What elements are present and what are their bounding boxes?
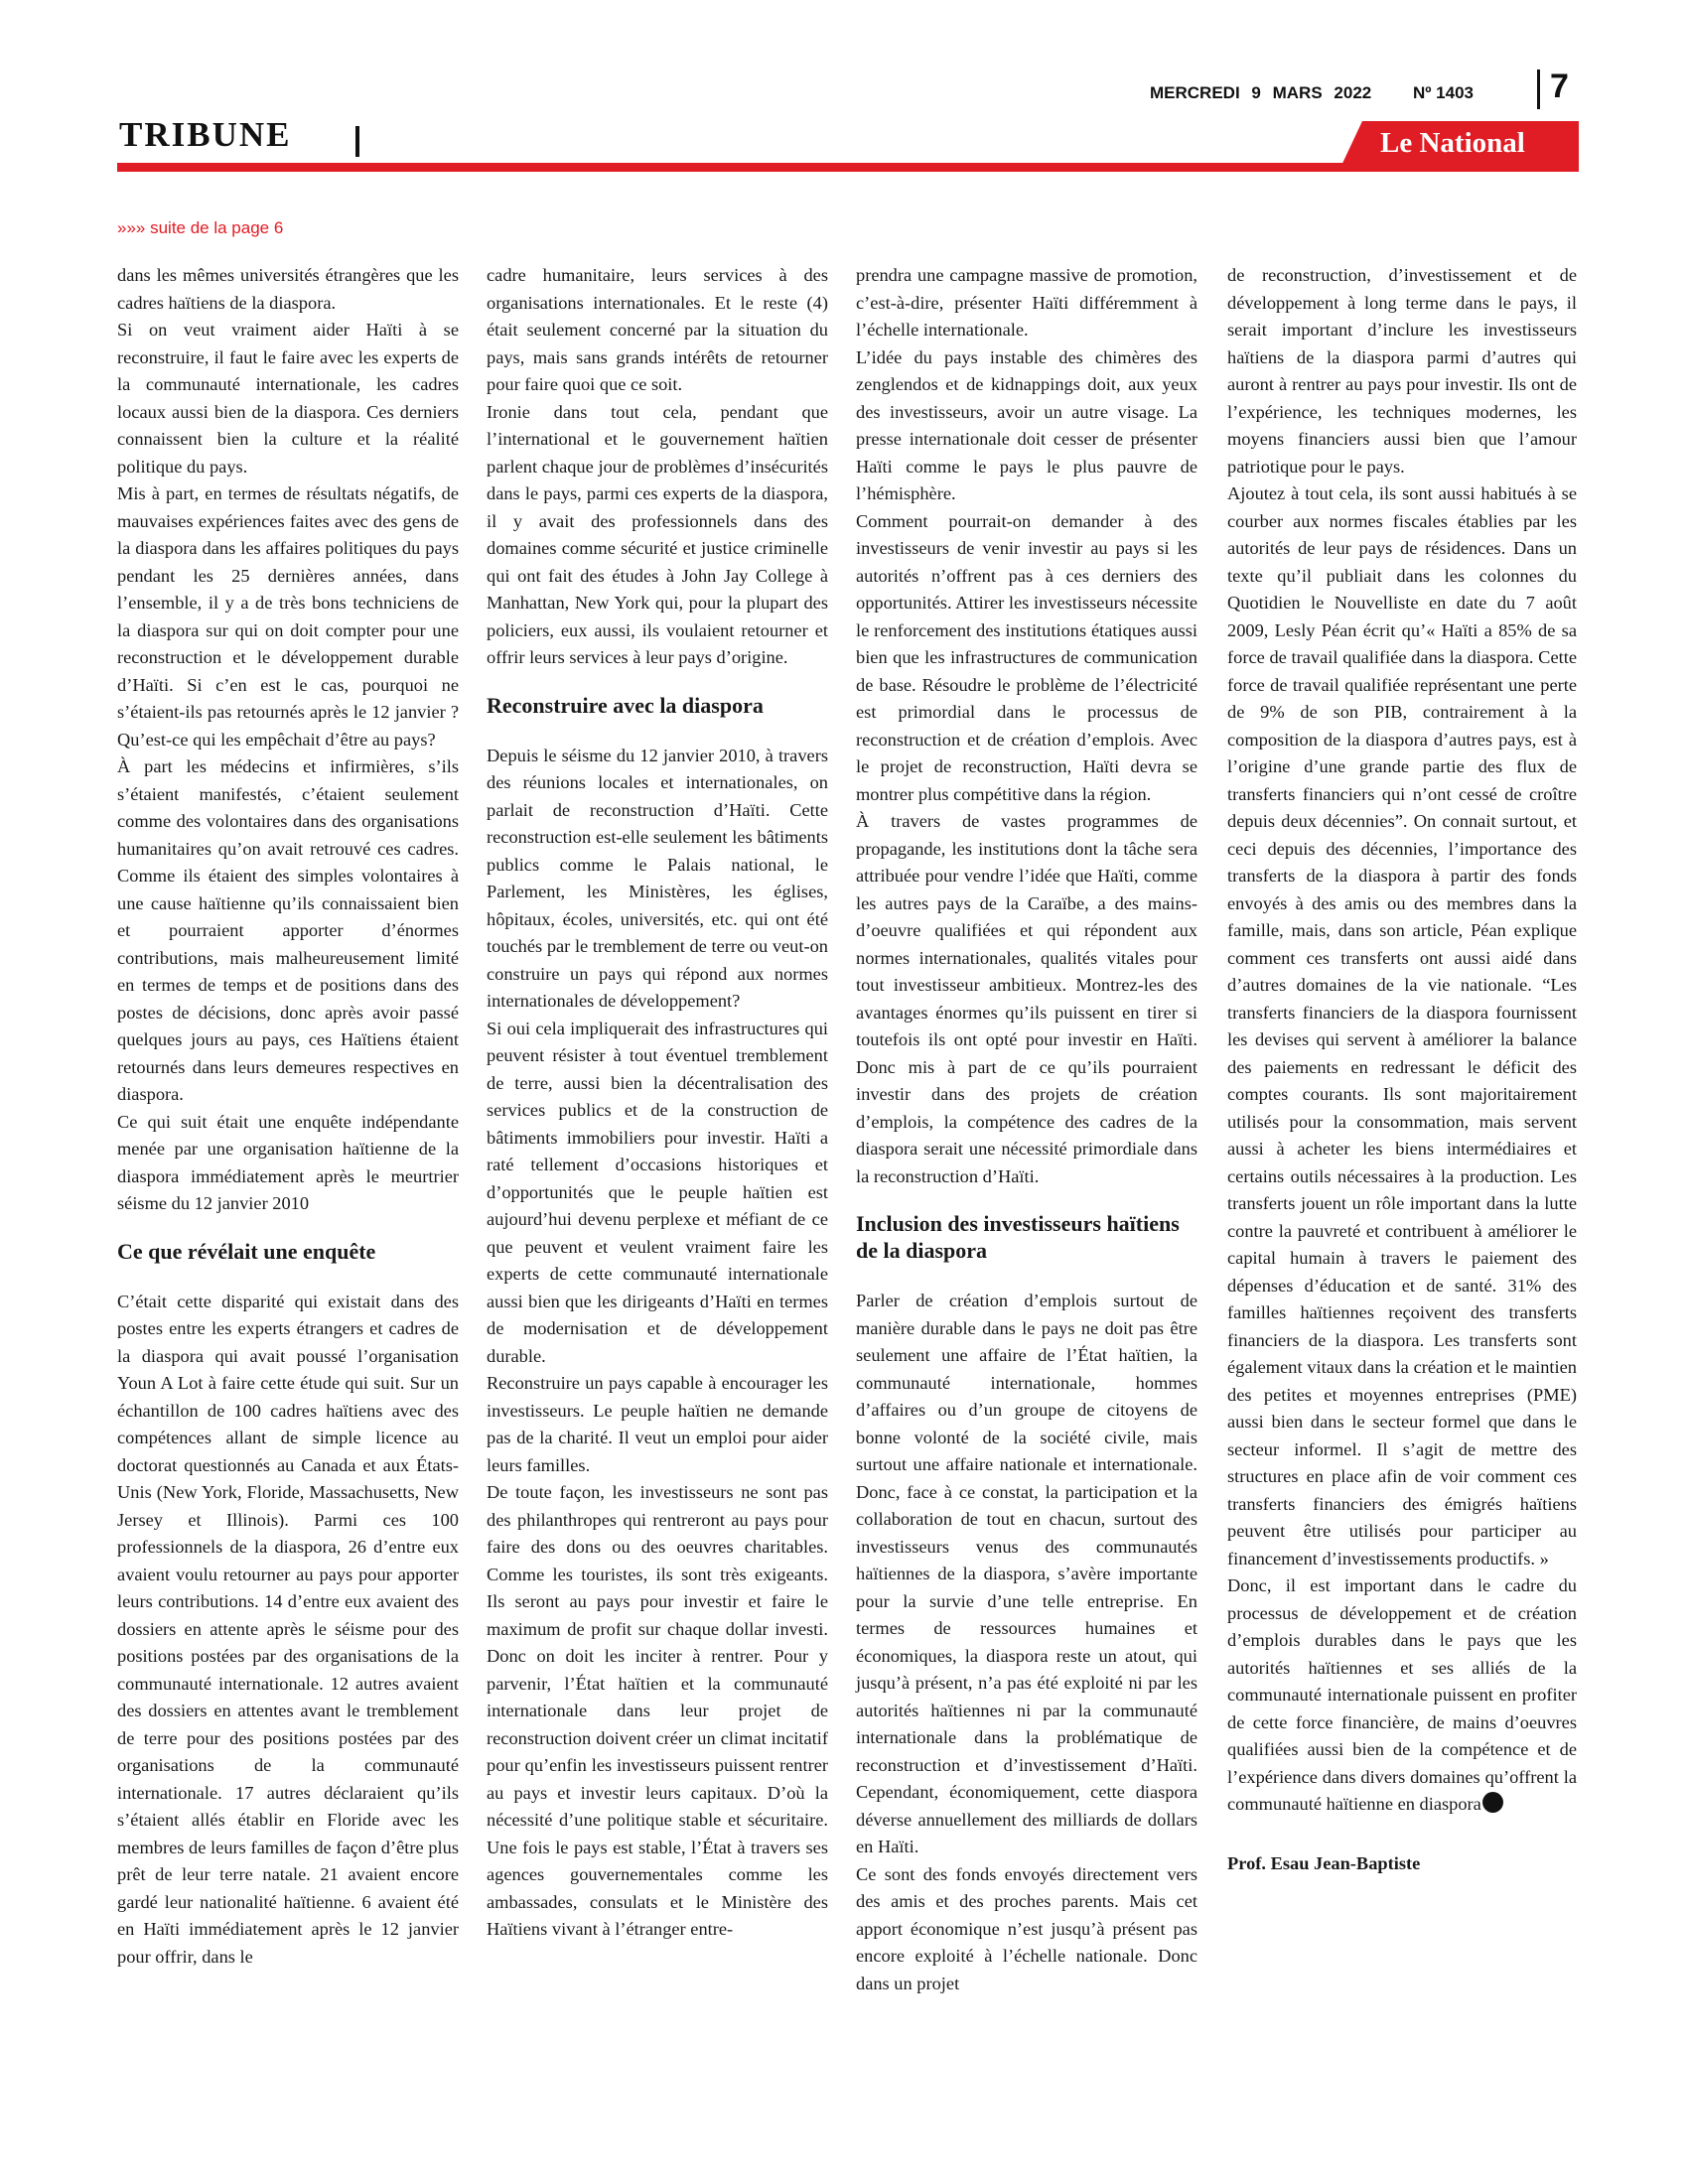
date-weekday: MERCREDI: [1150, 83, 1240, 102]
paragraph-final-text: Donc, il est important dans le cadre du processus de développement et de création d’emplois durables dans le pays que les autorités haïtiennes et ses alliés de la communauté internationale puissent en profiter de cette force financière, de mains d’oeuvres qualifiées aussi bien de la compétence et de l’expérience dans divers domaines qu’offrent la communauté haïtienne en diaspora: [1227, 1575, 1577, 1814]
paragraph: Mis à part, en termes de résultats négatifs, de mauvaises expériences faites avec des gens de la diaspora dans les affaires politiques du pays pendant les 25 dernières années, dans l’ensemble, il y a de très bons techniciens de la diaspora sur qui on doit compter pour une reconstruction et le développement durable d’Haïti. Si c’en est le cas, pourquoi ne s’étaient-ils pas retournés après le 12 janvier ? Qu’est-ce qui les empêchait d’être au pays?: [117, 483, 459, 750]
page-number-divider: [1537, 69, 1540, 109]
article-column-3: [856, 262, 1197, 1997]
paragraph: À travers de vastes programmes de propagande, les institutions dont la tâche sera attribuée pour vendre l’idée que Haïti, comme les autres pays de la Caraïbe, a des mains-d’oeuvre qualifiées et qui répondent aux normes internationales, qualités vitales pour tout investisseur ambitieux. Montrez-les des avantages énormes qu’ils puissent en tirer si toutefois ils ont opté pour investir en Haïti. Donc mis à part de ce qu’ils pourraient investir dans des projets de création d’emplois, la compétence des cadres de la diaspora serait une nécessité primordiale dans la reconstruction d’Haïti.: [856, 811, 1197, 1186]
paragraph: Reconstruire un pays capable à encourager les investisseurs. Le peuple haïtien ne demande pas de la charité. Il veut un emploi pour aider leurs familles.: [487, 1373, 828, 1475]
date-year: 2022: [1334, 83, 1372, 102]
date-day: 9: [1251, 83, 1261, 102]
paragraph: À part les médecins et infirmières, s’ils s’étaient manifestés, c’étaient seulement comme des volontaires dans des organisations humanitaires qu’on avait retrouvé ces cadres. Comme ils étaient des simples volontaires à une cause haïtienne qu’ils connaissaient bien et pourraient apporter d’énormes contributions, mais malheureusement limité en termes de temps et de positions dans des postes de décisions, donc après avoir passé quelques jours au pays, ces Haïtiens étaient retournés dans leurs demeures respectives en diaspora.: [117, 756, 459, 1104]
author-signature: Prof. Esau Jean-Baptiste: [1227, 1852, 1421, 1873]
paragraph: Parler de création d’emplois surtout de manière durable dans le pays ne doit pas être seulement une affaire de l’État haïtien, la communauté internationale, hommes d’affaires ou d’un groupe de citoyens de bonne volonté de la société civile, mais surtout une affaire nationale et internationale. Donc, face à ce constat, la participation et la collaboration de tout en chacun, surtout des investisseurs venus des communautés haïtiennes de la diaspora, s’avère importante pour la survie d’une telle entreprise. En termes de ressources humaines et économiques, la diaspora reste un atout, qui jusqu’à présent, n’a pas été exploité ni par les autorités haïtiennes ni par la communauté internationale dans la problématique de reconstruction et d’investissement d’Haïti. Cependant, économiquement, cette diaspora déverse annuellement des milliards de dollars en Haïti.: [856, 1291, 1197, 1856]
paragraph: Ce qui suit était une enquête indépendante menée par une organisation haïtienne de la diaspora immédiatement après le meurtrier séisme du 12 janvier 2010: [117, 1111, 459, 1213]
paragraph: Ironie dans tout cela, pendant que l’international et le gouvernement haïtien parlent chaque jour de problèmes d’insécurités dans le pays, parmi ces experts de la diaspora, il y avait des professionnels dans des domaines comme sécurité et justice criminelle qui ont fait des études à John Jay College à Manhattan, New York qui, pour la plupart des policiers, eux aussi, ils voulaient retourner et offrir leurs services à leur pays d’origine.: [487, 401, 828, 667]
subheading: Ce que révélait une enquête: [117, 1238, 376, 1264]
date-month: MARS: [1272, 83, 1323, 102]
paragraph: de reconstruction, d’investissement et de développement à long terme dans le pays, il serait important d’inclure les investisseurs haïtiens de la diaspora parmi d’autres qui auront à rentrer au pays pour investir. Ils ont de l’expérience, les techniques modernes, les moyens financiers aussi bien que l’amour patriotique pour le pays.: [1227, 265, 1577, 477]
article-column-1: [117, 262, 459, 1971]
subheading: Inclusion des investisseurs haïtiens de la diaspora: [856, 1211, 1180, 1263]
paragraph: Ajoutez à tout cela, ils sont aussi habitués à se courber aux normes fiscales établies par les autorités de leur pays de résidences. Dans un texte qu’il publiait dans les colonnes du Quotidien le Nouvelliste en date du 7 août 2009, Lesly Péan écrit qu’« Haïti a 85% de sa force de travail qualifiée dans la diaspora. Cette force de travail qualifiée représentant une perte de 9% de son PIB, contrairement à la composition de la diaspora d’autres pays, est à l’origine d’une grande partie des flux de transferts financiers qui n’ont cessé de croître depuis deux décennies”. On connait surtout, et ceci depuis des décennies, l’importance des transferts de la diaspora à partir des fonds envoyés à des amis ou des membres dans la famille, mais, dans son article, Péan explique comment ces transferts ont aussi aidé dans d’autres domaines de la vie nationale. “Les transferts financiers de la diaspora fournissent les devises qui servent à améliorer la balance des paiements en redressant le déficit des comptes courants. Ils sont majoritairement utilisés pour la consommation, mais servent aussi à acheter les biens intermédiaires et certains outils nécessaires à la production. Les transferts jouent un rôle important dans la lutte contre la pauvreté et contribuent à améliorer le capital humain à travers le paiement des dépenses d’éducation et de santé. 31% des familles haïtiennes reçoivent des transferts financiers de la diaspora. Les transferts sont également vitaux dans la création et le maintien des petites et moyennes entreprises (PME) aussi bien dans le secteur formel que dans le secteur informel. Il s’agit de mettre des structures en place afin de voir comment ces transferts financiers des émigrés haïtiens peuvent être utilisés pour participer au financement d’investissements productifs. »: [1227, 483, 1577, 1569]
paragraph: Ce sont des fonds envoyés directement vers des amis et des proches parents. Mais cet apport économique n’est jusqu’à présent pas encore exploité à l’échelle nationale. Donc dans un projet: [856, 1863, 1197, 1993]
continued-from-label: »»» suite de la page 6: [117, 218, 284, 237]
brand-logo: Le National: [1380, 127, 1525, 159]
paragraph: De toute façon, les investisseurs ne sont pas des philanthropes qui rentreront au pays pour faire des dons ou des oeuvres charitables. Comme les touristes, ils sont très exigeants. Ils seront au pays pour investir et faire le maximum de profit sur chaque dollar investi. Donc on doit les inciter à rentrer. Pour y parvenir, l’État haïtien et la communauté internationale dans leur projet de reconstruction doivent créer un climat incitatif pour qu’enfin les investisseurs puissent rentrer au pays et investir leurs capitaux. D’où la nécessité d’une politique stable et sécuritaire. Une fois le pays est stable, l’État à travers ses agences gouvernementales comme les ambassades, consulats et le Ministère des Haïtiens vivant à l’étranger entre-: [487, 1482, 828, 1939]
dateline: [1150, 83, 1480, 103]
paragraph: Si oui cela impliquerait des infrastructures qui peuvent résister à tout éventuel tremblement de terre, aussi bien la décentralisation des services publics et de la construction de bâtiments immobiliers pour investir. Haïti a raté tellement d’occasions historiques et d’opportunités que le peuple haïtien est aujourd’hui devenu perplexe et méfiant de ce que peuvent et veulent vraiment faire les experts de cette communauté internationale aussi bien que les dirigeants d’Haïti en termes de modernisation et de développement durable.: [487, 1018, 828, 1366]
paragraph: Depuis le séisme du 12 janvier 2010, à travers des réunions locales et internationales, on parlait de reconstruction d’Haïti. Cette reconstruction est-elle seulement les bâtiments publics comme le Palais national, le Parlement, les Ministères, les églises, hôpitaux, écoles, universités, etc. qui ont été touchés par le tremblement de terre ou veut-on construire un pays qui répond aux normes internationales de développement?: [487, 745, 828, 1011]
paragraph: Si on veut vraiment aider Haïti à se reconstruire, il faut le faire avec les experts de la communauté internationale, les cadres locaux aussi bien de la diaspora. Ces derniers connaissent bien la culture et la réalité politique du pays.: [117, 320, 459, 477]
section-title: TRIBUNE: [119, 115, 292, 154]
issue-number: Nº 1403: [1412, 83, 1474, 102]
paragraph-final: [1227, 1572, 1577, 1819]
paragraph: L’idée du pays instable des chimères des zenglendos et de kidnappings doit, aux yeux des investisseurs, avoir un autre visage. La presse internationale doit cesser de présenter Haïti comme le pays le plus pauvre de l’hémisphère.: [856, 346, 1197, 503]
paragraph: prendra une campagne massive de promotion, c’est-à-dire, présenter Haïti différemment à l’échelle internationale.: [856, 265, 1197, 340]
paragraph: Comment pourrait-on demander à des investisseurs de venir investir au pays si les autorités n’offrent pas à ces derniers des opportunités. Attirer les investisseurs nécessite le renforcement des institutions étatiques aussi bien que les infrastructures de communication de base. Résoudre le problème de l’électricité est primordial dans le processus de reconstruction et de création d’emplois. Avec le projet de reconstruction, Haïti devra se montrer plus compétitive dans la région.: [856, 510, 1197, 804]
page-number: 7: [1550, 68, 1569, 105]
section-divider: [355, 126, 359, 157]
paragraph: cadre humanitaire, leurs services à des organisations internationales. Et le reste (4) était seulement concerné par la situation du pays, mais sans grands intérêts de retourner pour faire quoi que ce soit.: [487, 265, 828, 394]
end-mark-icon: [1482, 1792, 1503, 1813]
article-column-2: [487, 262, 828, 1944]
article-column-4: [1227, 262, 1577, 1877]
paragraph: C’était cette disparité qui existait dans des postes entre les experts étrangers et cadres de la diaspora qui avait poussé l’organisation Youn A Lot à faire cette étude qui suit. Sur un échantillon de 100 cadres haïtiens avec des compétences allant de simple licence au doctorat questionnés au Canada et aux États-Unis (New York, Floride, Massachusetts, New Jersey et Illinois). Parmi ces 100 professionnels de la diaspora, 26 d’entre eux avaient voulu retourner au pays pour apporter leurs contributions. 14 d’entre eux avaient des dossiers en attente après le séisme pour des positions postées par des organisations de la communauté internationale. 12 autres avaient des dossiers en attentes avant le tremblement de terre pour des positions postées par des organisations de la communauté internationale. 17 autres déclaraient qu’ils s’étaient allés établir en Floride avec les membres de leurs familles de façon d’être plus prêt de leur terre natale. 21 avaient encore gardé leur nationalité haïtienne. 6 avaient été en Haïti immédiatement après le 12 janvier pour offrir, dans le: [117, 1291, 459, 1967]
subheading: Reconstruire avec la diaspora: [487, 692, 764, 718]
paragraph: dans les mêmes universités étrangères que les cadres haïtiens de la diaspora.: [117, 265, 459, 313]
